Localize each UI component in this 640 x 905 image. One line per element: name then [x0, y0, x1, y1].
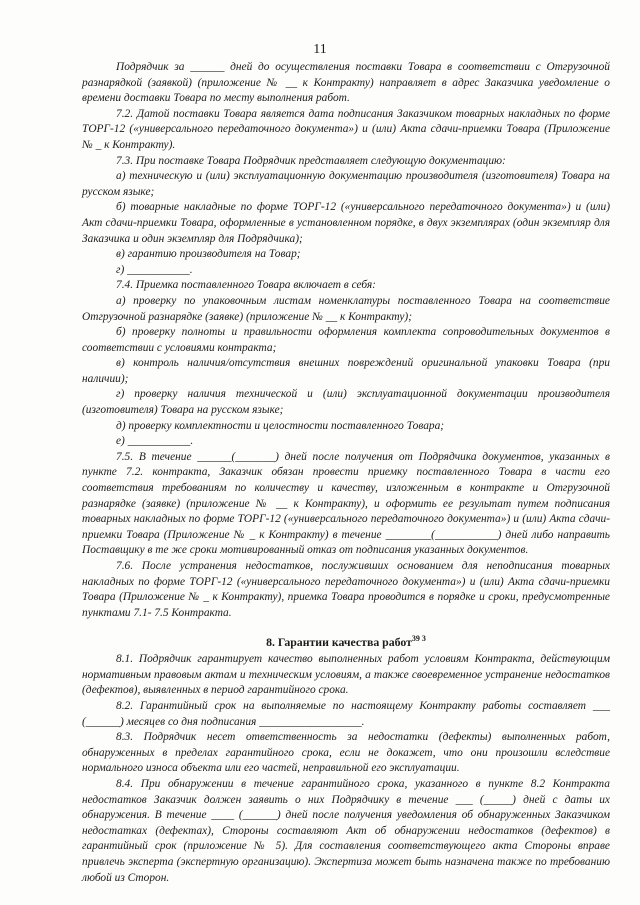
paragraph-7-4-e: е) ___________. — [116, 435, 194, 448]
paragraph-7-6: 7.6. После устранения недостатков, послуживших основанием для неподписания товарных накладных по форме ТОРГ-12 («универсального передаточного документа») и (или) Акта сдачи-приемки Товара (Приложение № _ к Контракту), приемка Товара проводится в порядке и сроки, предусмотренные пунктами 7.1- 7.5 Контракта. — [82, 560, 610, 619]
paragraph-7-4: 7.4. Приемка поставленного Товара включает в себя: — [116, 279, 376, 292]
paragraph-7-4-g: г) проверку наличия технической и (или) эксплуатационной документации производителя (изготовителя) Товара на русском языке; — [82, 388, 610, 417]
document-body — [82, 60, 610, 886]
paragraph-8-2: 8.2. Гарантийный срок на выполняемые по настоящему Контракту работы составляет ___ (______) месяцев со дня подписания __________________. — [82, 700, 610, 728]
paragraph-7-2: 7.2. Датой поставки Товара является дата подписания Заказчиком товарных накладных по форме ТОРГ-12 («универсального передаточного документа») и (или) Акта сдачи-приемки Товара (Приложение № _ к Контракту). — [82, 107, 610, 151]
paragraph-7-3-a: а) техническую и (или) эксплуатационную документацию производителя (изготовителя) Товара на русском языке; — [82, 170, 610, 198]
section-8-heading — [82, 631, 610, 650]
paragraph-7-4-a: а) проверку по упаковочным листам номенклатуры поставленного Товара на соответствие Отгрузочной разнарядке (заявке) (приложение № __ к Контракту); — [82, 294, 610, 323]
paragraph-7-3-b: б) товарные накладные по форме ТОРГ-12 («универсального передаточного документа») и (или) Акт сдачи-приемки Товара, оформленные в установленном порядке, в двух экземплярах (один экземпляр для Заказчика и один экземпляр для Подрядчика); — [82, 201, 610, 245]
paragraph-7-5: 7.5. В течение ______(_______) дней после получения от Подрядчика документов, указанных в пункте 7.2. контракта, Заказчик обязан провести приемку поставленного Товара в части его соответствия требованиям по количеству и качеству, изложенным в контракте и Отгрузочной разнарядке (заявке) (приложение № __ к Контракту), и оформить ее результат путем подписания товарных накладных по форме ТОРГ-12 («универсального передаточного документа») и (или) Акта сдачи-приемки Товара (Приложение № _ к Контракту) в течение ________(___________) дней либо направить Поставщику в те же сроки мотивированный отказ от подписания указанных документов. — [82, 450, 610, 557]
section-8-paragraphs — [82, 652, 610, 886]
paragraph-8-1: 8.1. Подрядчик гарантирует качество выполненных работ условиям Контракта, действующим нормативным правовым актам и техническим условиям, а также своевременное устранение недостатков (дефектов), выявленных в период гарантийного срока. — [82, 653, 610, 697]
paragraph-7-3: 7.3. При поставке Товара Подрядчик представляет следующую документацию: — [116, 154, 506, 167]
section-8-title: 8. Гарантии качества работ — [266, 635, 412, 650]
paragraph-7-4-v: в) контроль наличия/отсутствия внешних повреждений оригинальной упаковки Товара (при наличии); — [82, 357, 610, 385]
paragraph-7-3-g: г) ___________. — [116, 263, 193, 276]
section-8-footnote-ref: 39 3 — [411, 634, 426, 644]
paragraph-7-4-d: д) проверку комплектности и целостности поставленного Товара; — [116, 419, 445, 432]
paragraph-7-1-tail: Подрядчик за ______ дней до осуществления поставки Товара в соответствии с Отгрузочной разнарядкой (заявкой) (приложение № __ к Контракту) направляет в адрес Заказчика уведомление о времени доставки Товара по месту выполнения работ. — [82, 61, 610, 105]
paragraph-8-3: 8.3. Подрядчик несет ответственность за недостатки (дефекты) выполненных работ, обнаруженных в пределах гарантийного срока, если не докажет, что они произошли вследствие нормального износа объекта или его частей, неправильной его эксплуатации. — [82, 731, 610, 775]
page-number: 11 — [313, 42, 327, 57]
section-7-paragraphs — [82, 60, 610, 621]
paragraph-7-3-v: в) гарантию производителя на Товар; — [116, 248, 301, 261]
paragraph-7-4-b: б) проверку полноты и правильности оформления комплекта сопроводительных документов в соответствии с условиями контракта; — [82, 326, 610, 354]
paragraph-8-4: 8.4. При обнаружении в течение гарантийного срока, указанного в пункте 8.2 Контракта недостатков Заказчик должен заявить о них Подрядчику в течение ___ (_____) дней с даты их обнаружения. В течение ____ (______) дней после получения уведомления об обнаруженных Заказчиком недостатках (дефектах), Стороны составляют Акт об обнаружении недостатков (дефектов) в гарантийный срок (приложение № 5). Для составления соответствующего акта Стороны вправе привлечь эксперта (экспертную организацию). Экспертиза может быть назначена также по требованию любой из Сторон. — [82, 778, 610, 884]
